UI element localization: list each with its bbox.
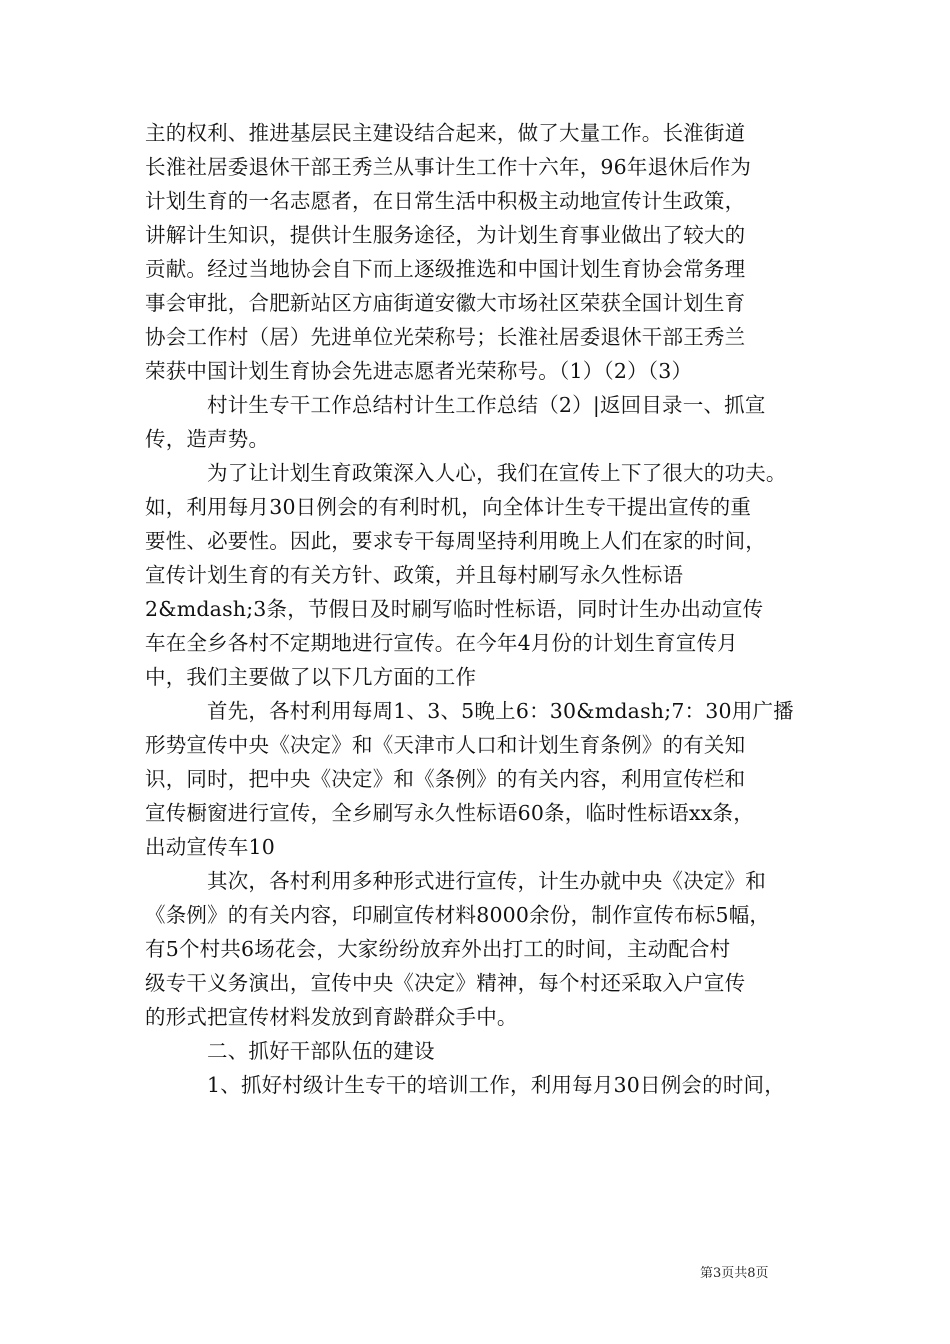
text-line: 其次，各村利用多种形式进行宣传，计生办就中央《决定》和 <box>207 869 766 893</box>
text-line: 《条例》的有关内容，印刷宣传材料8000余份，制作宣传布标5幅， <box>145 903 771 927</box>
text-line: 级专干义务演出，宣传中央《决定》精神，每个村还采取入户宣传 <box>145 971 746 995</box>
text-line: 主的权利、推进基层民主建设结合起来，做了大量工作。长淮街道 <box>145 121 746 145</box>
text-line: 出动宣传车10 <box>145 835 275 859</box>
text-line: 村计生专干工作总结村计生工作总结（2）|返回目录一、抓宣 <box>207 393 766 417</box>
text-line: 事会审批，合肥新站区方庙街道安徽大市场社区荣获全国计划生育 <box>145 291 746 315</box>
text-line: 识，同时，把中央《决定》和《条例》的有关内容，利用宣传栏和 <box>145 767 746 791</box>
text-line: 为了让计划生育政策深入人心，我们在宣传上下了很大的功夫。 <box>207 461 787 485</box>
text-line: 传，造声势。 <box>145 427 270 451</box>
text-line: 中，我们主要做了以下几方面的工作 <box>145 665 477 689</box>
text-line: 有5个村共6场花会，大家纷纷放弃外出打工的时间，主动配合村 <box>145 937 731 961</box>
text-line: 车在全乡各村不定期地进行宣传。在今年4月份的计划生育宣传月 <box>145 631 738 655</box>
section-heading: 二、抓好干部队伍的建设 <box>207 1039 435 1063</box>
text-line: 长淮社居委退休干部王秀兰从事计生工作十六年，96年退休后作为 <box>145 155 752 179</box>
text-line: 宣传橱窗进行宣传，全乡刷写永久性标语60条，临时性标语xx条， <box>145 801 754 825</box>
text-line: 形势宣传中央《决定》和《天津市人口和计划生育条例》的有关知 <box>145 733 746 757</box>
page-number: 第3页共8页 <box>700 1266 769 1281</box>
text-line: 讲解计生知识，提供计生服务途径，为计划生育事业做出了较大的 <box>145 223 746 247</box>
document-body <box>145 116 825 1102</box>
text-line: 荣获中国计划生育协会先进志愿者光荣称号。（1）（2）（3） <box>145 359 693 383</box>
text-line: 协会工作村（居）先进单位光荣称号；长淮社居委退休干部王秀兰 <box>145 325 746 349</box>
text-line: 计划生育的一名志愿者，在日常生活中积极主动地宣传计生政策， <box>145 189 746 213</box>
text-line: 1、抓好村级计生专干的培训工作，利用每月30日例会的时间， <box>207 1073 785 1097</box>
text-line: 2&mdash;3条，节假日及时刷写临时性标语，同时计生办出动宣传 <box>145 597 764 621</box>
text-line: 要性、必要性。因此，要求专干每周坚持利用晚上人们在家的时间， <box>145 529 766 553</box>
text-line: 如，利用每月30日例会的有利时机，向全体计生专干提出宣传的重 <box>145 495 752 519</box>
text-line: 首先，各村利用每周1、3、5晚上6：30&mdash;7：30用广播 <box>207 699 794 723</box>
text-line: 贡献。经过当地协会自下而上逐级推选和中国计划生育协会常务理 <box>145 257 746 281</box>
text-line: 宣传计划生育的有关方针、政策，并且每村刷写永久性标语 <box>145 563 684 587</box>
text-line: 的形式把宣传材料发放到育龄群众手中。 <box>145 1005 518 1029</box>
